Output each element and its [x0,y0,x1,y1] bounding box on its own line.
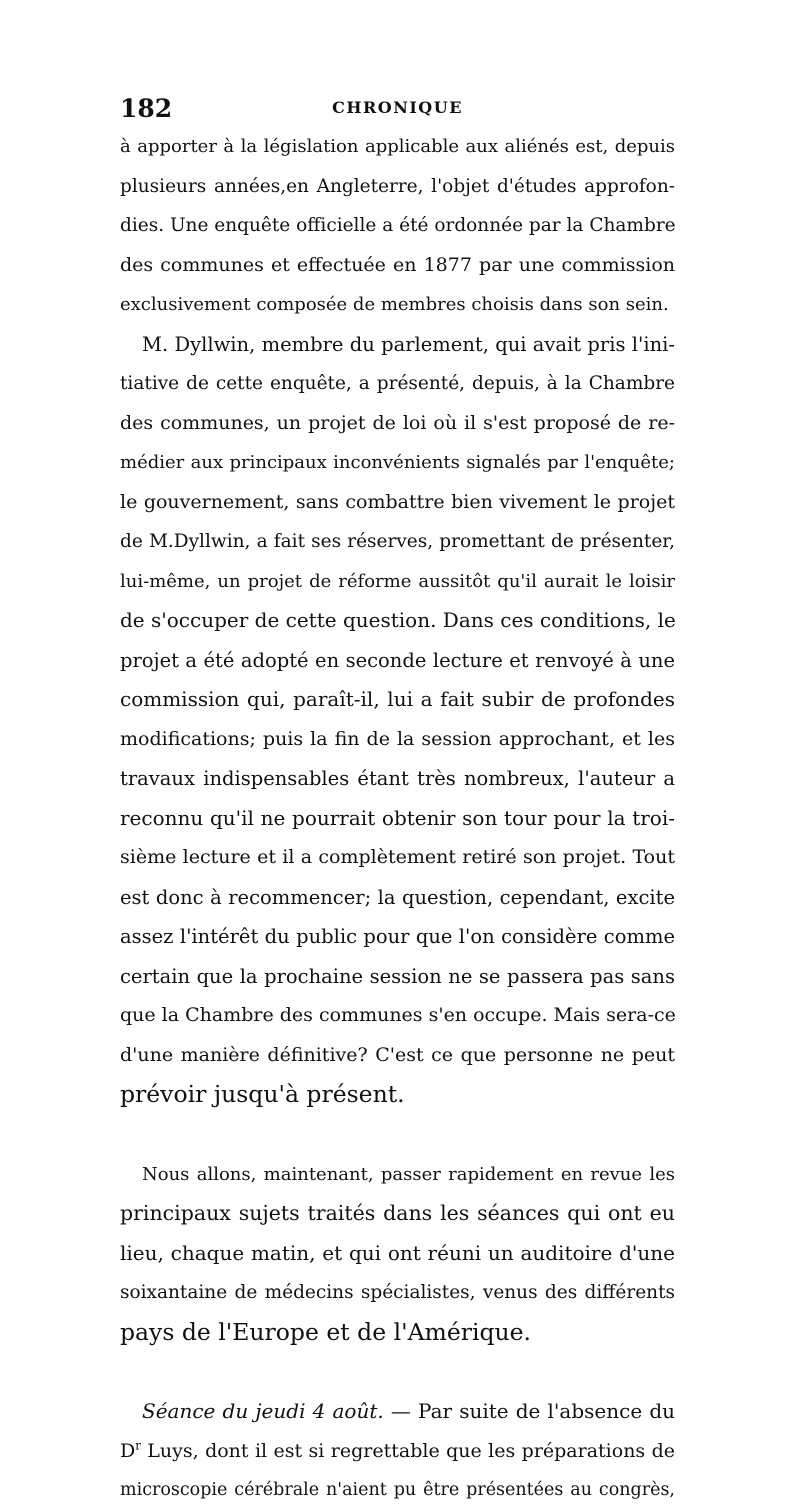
text-line: reconnu qu'il ne pourrait obtenir son tour pour la troi- [120,805,675,830]
text-line: exclusivement composée de membres choisis dans son sein. [120,294,669,315]
paragraph-sitting-thursday [120,1392,675,1511]
text-line: travaux indispensables étant très nombreux, l'auteur a [120,767,675,790]
doctor-abbrev-sup: r [135,1438,141,1453]
text-line: commission qui, paraît-il, lui a fait subir de profondes [120,687,675,711]
paragraph-spacer [120,1115,675,1155]
text-line: est donc à recommencer; la question, cependant, excite [120,885,675,909]
text-line: Nous allons, maintenant, passer rapidement en revue les [142,1163,675,1185]
page-number: 182 [120,94,173,123]
paragraph-spacer [120,1352,675,1392]
text-line: de M.Dyllwin, a fait ses réserves, promettant de présenter, [120,531,675,552]
text-line: des communes, un projet de loi où il s'est proposé de re- [120,411,675,434]
page-header [120,94,675,128]
text-line: prévoir jusqu'à présent. [120,1080,405,1108]
sitting-text: Luys, dont il est si regrettable que les préparations de [140,1439,675,1462]
doctor-abbrev: D [120,1439,136,1462]
text-line: M. Dyllwin, membre du parlement, qui avait pris l'ini- [142,332,675,356]
text-line: projet a été adopté en seconde lecture et renvoyé à une [120,648,675,672]
text-line: certain que la prochaine session ne se passera pas sans [120,964,675,988]
body-text [120,127,675,1511]
text-line: d'une manière définitive? C'est ce que personne ne peut [120,1043,675,1066]
text-line [120,1392,675,1432]
text-line: à apporter à la législation applicable aux aliénés est, depuis [120,136,675,157]
text-line: de s'occuper de cette question. Dans ces conditions, le [120,608,676,632]
text-line: dies. Une enquête officielle a été ordonnée par la Chambre [120,215,676,236]
running-head: CHRONIQUE [332,98,463,117]
text-line [120,1432,675,1472]
text-line: médier aux principaux inconvénients signalés par l'enquête; [120,452,675,473]
text-line: soixantaine de médecins spécialistes, venus des différents [120,1282,675,1303]
text-line: sième lecture et il a complètement retiré son projet. Tout [120,846,675,868]
text-line: principaux sujets traités dans les séances qui ont eu [120,1201,675,1225]
text-line: microscopie cérébrale n'aient pu être présentées au congrès, [120,1480,675,1500]
text-line: pays de l'Europe et de l'Amérique. [120,1317,532,1346]
text-line: modifications; puis la fin de la session approchant, et les [120,727,675,750]
paragraph-review-intro [120,1155,675,1353]
paragraph-dyllwin-bill [120,325,675,1115]
text-line: des communes et effectuée en 1877 par une commission [120,253,675,276]
text-line: lieu, chaque matin, et qui ont réuni un auditoire d'une [120,1240,675,1265]
text-line: le gouvernement, sans combattre bien vivement le projet [120,490,675,513]
text-line: plusieurs années,en Angleterre, l'objet d'études approfon- [120,175,675,197]
text-line: que la Chambre des communes s'en occupe. Mais sera-ce [120,1004,676,1026]
text-line: tiative de cette enquête, a présenté, depuis, à la Chambre [120,373,675,394]
paragraph-legislation [120,127,675,325]
sitting-text: — Par suite de l'absence du [383,1399,675,1423]
text-line: assez l'intérêt du public pour que l'on considère comme [120,925,675,948]
text-line: lui-même, un projet de réforme aussitôt qu'il aurait le loisir [120,570,675,592]
sitting-title: Séance du jeudi 4 août. [142,1399,384,1423]
